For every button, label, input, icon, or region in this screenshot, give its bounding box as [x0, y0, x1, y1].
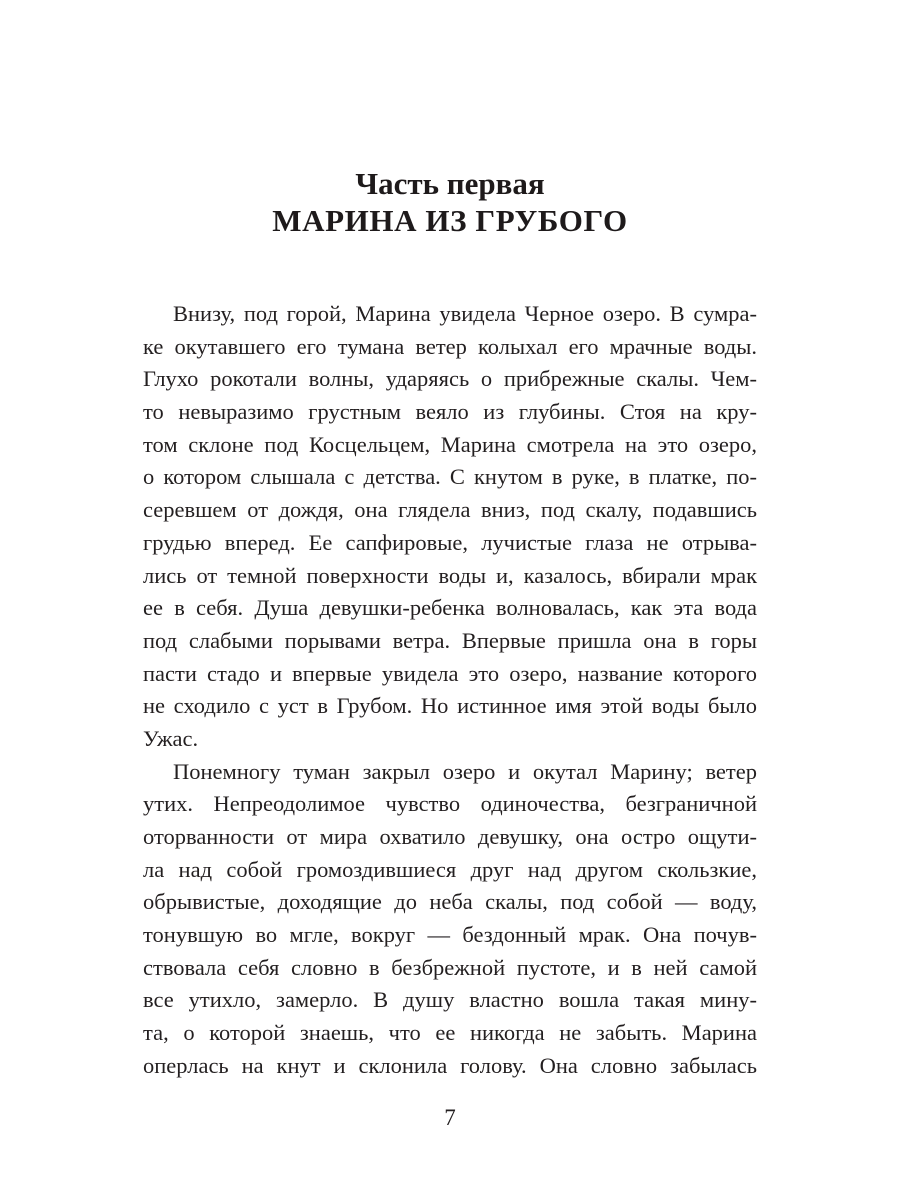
chapter-title: МАРИНА ИЗ ГРУБОГО: [272, 203, 628, 238]
text-line: все утихло, замерло. В душу властно вошла такая мину-: [143, 987, 757, 1013]
text-line: ке окутавшего его тумана ветер колыхал его мрачные воды.: [143, 333, 757, 359]
text-line: Ужас.: [143, 725, 199, 751]
part-title: Часть первая: [355, 166, 545, 201]
text-line: о котором слышала с детства. С кнутом в руке, в платке, по-: [143, 464, 757, 490]
text-line: Внизу, под горой, Марина увидела Черное озеро. В сумра-: [173, 301, 757, 326]
text-line: грудью вперед. Ее сапфировые, лучистые глаза не отрыва-: [143, 529, 757, 555]
page-number: 7: [444, 1105, 456, 1130]
body-text: [143, 298, 757, 1083]
text-line: та, о которой знаешь, что ее никогда не забыть. Марина: [143, 1020, 757, 1046]
text-line: лись от темной поверхности воды и, казалось, вбирали мрак: [143, 562, 757, 588]
paragraph: [143, 756, 757, 1083]
paragraph: [143, 298, 757, 756]
text-line: утих. Непреодолимое чувство одиночества, безграничной: [143, 791, 757, 817]
text-line: оперлась на кнут и склонила голову. Она словно забылась: [143, 1052, 757, 1078]
text-line: оторванности от мира охватило девушку, она остро ощути-: [143, 824, 757, 849]
text-line: Глухо рокотали волны, ударяясь о прибрежные скалы. Чем-: [143, 366, 757, 392]
text-line: пасти стадо и впервые увидела это озеро, название которого: [143, 660, 757, 686]
text-line: ствовала себя словно в безбрежной пустоте, и в ней самой: [143, 954, 757, 980]
text-line: ла над собой громоздившиеся друг над другом скользкие,: [143, 856, 757, 882]
text-line: то невыразимо грустным веяло из глубины. Стоя на кру-: [143, 399, 757, 425]
text-line: тонувшую во мгле, вокруг — бездонный мрак. Она почув-: [143, 922, 757, 948]
text-line: серевшем от дождя, она глядела вниз, под скалу, подавшись: [143, 497, 757, 523]
text-line: не сходило с уст в Грубом. Но истинное имя этой воды было: [143, 693, 757, 719]
text-line: ее в себя. Душа девушки-ребенка волновалась, как эта вода: [143, 595, 757, 621]
text-line: Понемногу туман закрыл озеро и окутал Марину; ветер: [173, 758, 757, 784]
text-line: под слабыми порывами ветра. Впервые пришла она в горы: [143, 627, 757, 653]
text-line: том склоне под Косцельцем, Марина смотрела на это озеро,: [143, 431, 757, 457]
text-line: обрывистые, доходящие до неба скалы, под собой — воду,: [143, 889, 757, 915]
